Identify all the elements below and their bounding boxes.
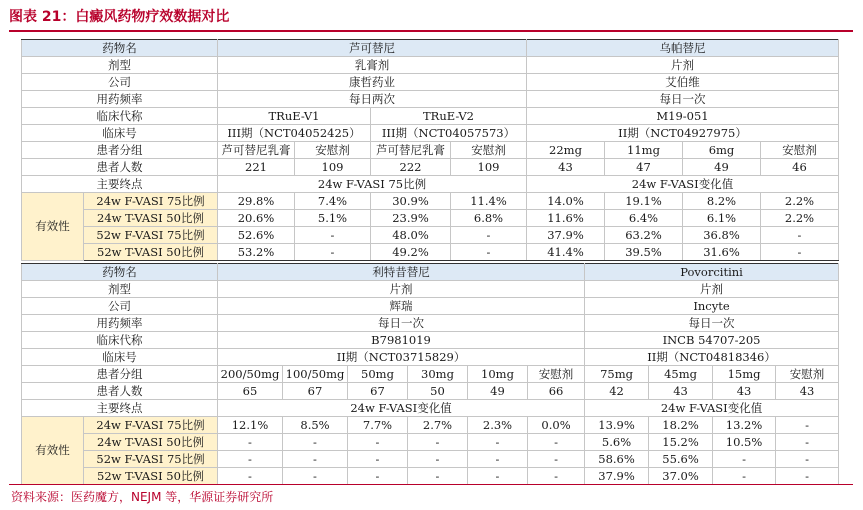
efficacy-label: 有效性: [22, 193, 84, 261]
efficacy-cell: 6.4%: [605, 210, 683, 227]
code-value: TRuE-V1: [218, 108, 371, 125]
efficacy-cell: 29.8%: [218, 193, 295, 210]
efficacy-cell: 41.4%: [527, 244, 605, 261]
trial-row: [22, 349, 839, 366]
drug-label: 药物名: [22, 40, 218, 57]
efficacy-cell: 10.5%: [713, 434, 776, 451]
count-cell: 65: [218, 383, 283, 400]
form-label: 剂型: [22, 281, 218, 298]
efficacy-cell: 2.7%: [408, 417, 468, 434]
company-row: [22, 298, 839, 315]
efficacy-cell: -: [408, 468, 468, 485]
efficacy-cell: 15.2%: [649, 434, 713, 451]
efficacy-metric: 24w F-VASI 75比例: [84, 417, 218, 434]
count-cell: 42: [585, 383, 649, 400]
efficacy-cell: 52.6%: [218, 227, 295, 244]
efficacy-cell: 55.6%: [649, 451, 713, 468]
efficacy-cell: 37.9%: [585, 468, 649, 485]
efficacy-cell: 5.1%: [295, 210, 371, 227]
count-cell: 109: [451, 159, 527, 176]
efficacy-cell: -: [776, 417, 839, 434]
efficacy-metric: 24w F-VASI 75比例: [84, 193, 218, 210]
efficacy-cell: -: [528, 468, 585, 485]
comparison-table-1: [21, 39, 839, 261]
efficacy-cell: -: [283, 468, 348, 485]
code-row: [22, 108, 839, 125]
endpoint-value: 24w F-VASI变化值: [218, 400, 585, 417]
efficacy-metric: 24w T-VASI 50比例: [84, 210, 218, 227]
efficacy-cell: -: [713, 468, 776, 485]
count-row: [22, 159, 839, 176]
group-cell: 安慰剂: [528, 366, 585, 383]
efficacy-cell: -: [761, 227, 839, 244]
efficacy-cell: -: [451, 227, 527, 244]
trial-label: 临床号: [22, 349, 218, 366]
trial-value: II期（NCT04927975）: [527, 125, 839, 142]
efficacy-cell: -: [218, 468, 283, 485]
drug-row: [22, 40, 839, 57]
code-label: 临床代称: [22, 332, 218, 349]
count-cell: 43: [527, 159, 605, 176]
efficacy-cell: -: [295, 227, 371, 244]
frequency-label: 用药频率: [22, 91, 218, 108]
efficacy-cell: 20.6%: [218, 210, 295, 227]
efficacy-cell: -: [408, 434, 468, 451]
efficacy-cell: 14.0%: [527, 193, 605, 210]
efficacy-metric: 24w T-VASI 50比例: [84, 434, 218, 451]
efficacy-cell: 6.1%: [683, 210, 761, 227]
group-cell: 30mg: [408, 366, 468, 383]
efficacy-cell: 2.2%: [761, 193, 839, 210]
group-label: 患者分组: [22, 366, 218, 383]
form-value: 乳膏剂: [218, 57, 527, 74]
group-cell: 10mg: [468, 366, 528, 383]
efficacy-cell: 58.6%: [585, 451, 649, 468]
frequency-value: 每日一次: [585, 315, 839, 332]
count-row: [22, 383, 839, 400]
figure-title: 图表 21：白癜风药物疗效数据对比: [9, 9, 230, 25]
efficacy-cell: -: [776, 434, 839, 451]
company-value: 辉瑞: [218, 298, 585, 315]
efficacy-cell: -: [468, 434, 528, 451]
form-row: [22, 57, 839, 74]
group-cell: 安慰剂: [776, 366, 839, 383]
group-row: [22, 142, 839, 159]
efficacy-cell: 49.2%: [371, 244, 451, 261]
efficacy-cell: 8.2%: [683, 193, 761, 210]
endpoint-value: 24w F-VASI 75比例: [218, 176, 527, 193]
efficacy-cell: -: [761, 244, 839, 261]
efficacy-cell: 0.0%: [528, 417, 585, 434]
efficacy-cell: -: [218, 451, 283, 468]
efficacy-cell: 36.8%: [683, 227, 761, 244]
efficacy-cell: 12.1%: [218, 417, 283, 434]
group-cell: 22mg: [527, 142, 605, 159]
endpoint-row: [22, 176, 839, 193]
company-label: 公司: [22, 298, 218, 315]
count-label: 患者人数: [22, 159, 218, 176]
efficacy-cell: 7.7%: [348, 417, 408, 434]
efficacy-cell: 48.0%: [371, 227, 451, 244]
count-cell: 43: [649, 383, 713, 400]
efficacy-cell: 23.9%: [371, 210, 451, 227]
efficacy-cell: 7.4%: [295, 193, 371, 210]
endpoint-row: [22, 400, 839, 417]
efficacy-cell: 18.2%: [649, 417, 713, 434]
efficacy-cell: 8.5%: [283, 417, 348, 434]
count-cell: 66: [528, 383, 585, 400]
group-cell: 芦可替尼乳膏: [371, 142, 451, 159]
endpoint-label: 主要终点: [22, 400, 218, 417]
trial-label: 临床号: [22, 125, 218, 142]
frequency-row: [22, 315, 839, 332]
trial-value: II期（NCT03715829）: [218, 349, 585, 366]
company-value: 艾伯维: [527, 74, 839, 91]
group-cell: 11mg: [605, 142, 683, 159]
count-cell: 67: [348, 383, 408, 400]
drug-name: 芦可替尼: [218, 40, 527, 57]
company-label: 公司: [22, 74, 218, 91]
form-label: 剂型: [22, 57, 218, 74]
group-cell: 15mg: [713, 366, 776, 383]
drug-row: [22, 264, 839, 281]
form-value: 片剂: [585, 281, 839, 298]
count-cell: 47: [605, 159, 683, 176]
efficacy-cell: 2.2%: [761, 210, 839, 227]
efficacy-cell: -: [348, 434, 408, 451]
group-cell: 50mg: [348, 366, 408, 383]
group-row: [22, 366, 839, 383]
efficacy-row: [22, 210, 839, 227]
group-cell: 100/50mg: [283, 366, 348, 383]
efficacy-cell: -: [408, 451, 468, 468]
efficacy-label: 有效性: [22, 417, 84, 485]
efficacy-cell: -: [348, 468, 408, 485]
efficacy-cell: -: [468, 468, 528, 485]
source-rule: [9, 484, 853, 485]
efficacy-cell: 5.6%: [585, 434, 649, 451]
efficacy-cell: 19.1%: [605, 193, 683, 210]
code-value: B7981019: [218, 332, 585, 349]
efficacy-cell: -: [451, 244, 527, 261]
group-cell: 200/50mg: [218, 366, 283, 383]
count-cell: 109: [295, 159, 371, 176]
efficacy-cell: 6.8%: [451, 210, 527, 227]
efficacy-row: [22, 227, 839, 244]
efficacy-cell: -: [283, 451, 348, 468]
trial-row: [22, 125, 839, 142]
title-rule: [9, 30, 853, 32]
drug-name: Povorcitini: [585, 264, 839, 281]
efficacy-metric: 52w T-VASI 50比例: [84, 244, 218, 261]
efficacy-cell: -: [713, 451, 776, 468]
efficacy-cell: 31.6%: [683, 244, 761, 261]
efficacy-cell: 37.0%: [649, 468, 713, 485]
count-cell: 67: [283, 383, 348, 400]
frequency-label: 用药频率: [22, 315, 218, 332]
comparison-table-2: [21, 263, 839, 485]
efficacy-cell: 39.5%: [605, 244, 683, 261]
code-label: 临床代称: [22, 108, 218, 125]
efficacy-cell: 11.4%: [451, 193, 527, 210]
group-cell: 45mg: [649, 366, 713, 383]
count-cell: 46: [761, 159, 839, 176]
efficacy-row: [22, 193, 839, 210]
company-value: Incyte: [585, 298, 839, 315]
drug-name: 乌帕替尼: [527, 40, 839, 57]
count-label: 患者人数: [22, 383, 218, 400]
endpoint-label: 主要终点: [22, 176, 218, 193]
count-cell: 49: [683, 159, 761, 176]
efficacy-cell: 63.2%: [605, 227, 683, 244]
endpoint-value: 24w F-VASI变化值: [527, 176, 839, 193]
efficacy-metric: 52w F-VASI 75比例: [84, 227, 218, 244]
efficacy-cell: 13.2%: [713, 417, 776, 434]
count-cell: 43: [776, 383, 839, 400]
trial-value: III期（NCT04057573）: [371, 125, 527, 142]
code-value: M19-051: [527, 108, 839, 125]
trial-value: II期（NCT04818346）: [585, 349, 839, 366]
efficacy-cell: -: [528, 434, 585, 451]
group-cell: 6mg: [683, 142, 761, 159]
efficacy-cell: 30.9%: [371, 193, 451, 210]
efficacy-row: [22, 417, 839, 434]
trial-value: III期（NCT04052425）: [218, 125, 371, 142]
count-cell: 50: [408, 383, 468, 400]
frequency-value: 每日两次: [218, 91, 527, 108]
efficacy-cell: 2.3%: [468, 417, 528, 434]
code-value: INCB 54707-205: [585, 332, 839, 349]
efficacy-cell: 13.9%: [585, 417, 649, 434]
efficacy-row: [22, 244, 839, 261]
group-cell: 安慰剂: [295, 142, 371, 159]
efficacy-cell: 11.6%: [527, 210, 605, 227]
code-row: [22, 332, 839, 349]
efficacy-cell: -: [283, 434, 348, 451]
code-value: TRuE-V2: [371, 108, 527, 125]
group-cell: 芦可替尼乳膏: [218, 142, 295, 159]
efficacy-cell: -: [468, 451, 528, 468]
efficacy-metric: 52w F-VASI 75比例: [84, 451, 218, 468]
efficacy-row: [22, 434, 839, 451]
efficacy-cell: -: [348, 451, 408, 468]
group-label: 患者分组: [22, 142, 218, 159]
group-cell: 安慰剂: [451, 142, 527, 159]
efficacy-metric: 52w T-VASI 50比例: [84, 468, 218, 485]
efficacy-cell: 53.2%: [218, 244, 295, 261]
frequency-value: 每日一次: [527, 91, 839, 108]
efficacy-cell: -: [295, 244, 371, 261]
drug-name: 利特昔替尼: [218, 264, 585, 281]
efficacy-cell: -: [776, 451, 839, 468]
group-cell: 安慰剂: [761, 142, 839, 159]
frequency-row: [22, 91, 839, 108]
efficacy-cell: -: [776, 468, 839, 485]
efficacy-cell: -: [528, 451, 585, 468]
endpoint-value: 24w F-VASI变化值: [585, 400, 839, 417]
form-row: [22, 281, 839, 298]
source-note: 资料来源：医药魔方，NEJM 等，华源证券研究所: [11, 490, 274, 504]
efficacy-cell: 37.9%: [527, 227, 605, 244]
form-value: 片剂: [527, 57, 839, 74]
efficacy-cell: -: [218, 434, 283, 451]
count-cell: 221: [218, 159, 295, 176]
count-cell: 49: [468, 383, 528, 400]
count-cell: 222: [371, 159, 451, 176]
drug-label: 药物名: [22, 264, 218, 281]
count-cell: 43: [713, 383, 776, 400]
efficacy-row: [22, 451, 839, 468]
group-cell: 75mg: [585, 366, 649, 383]
efficacy-row: [22, 468, 839, 485]
frequency-value: 每日一次: [218, 315, 585, 332]
company-value: 康哲药业: [218, 74, 527, 91]
form-value: 片剂: [218, 281, 585, 298]
company-row: [22, 74, 839, 91]
